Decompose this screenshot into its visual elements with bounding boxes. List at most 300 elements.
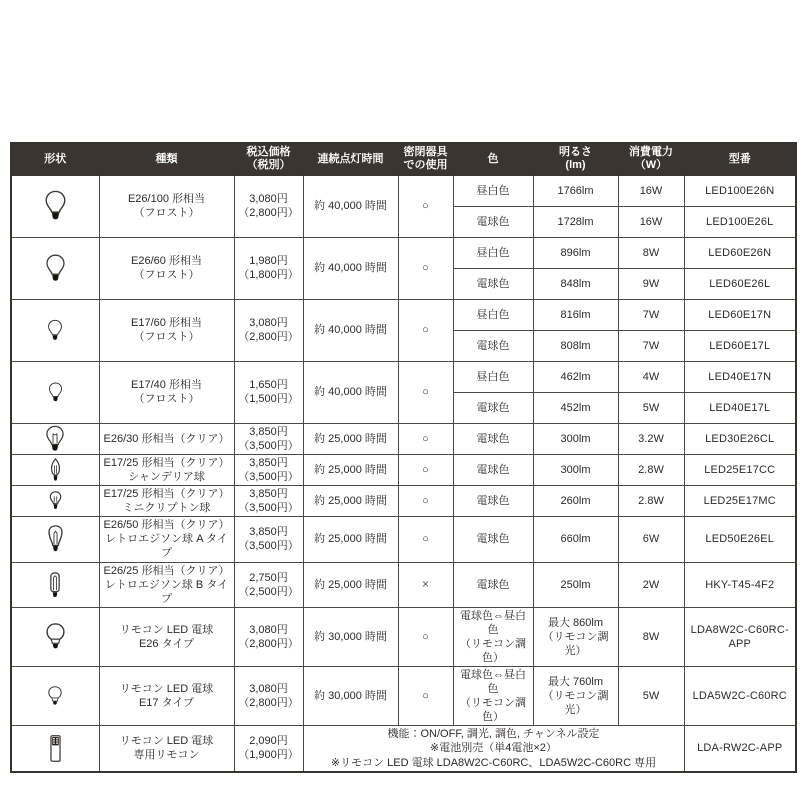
cell-line: 3,080円 — [249, 317, 288, 330]
header-cell-brightness — [533, 143, 618, 175]
power-cell — [618, 392, 684, 423]
cell-line: LED50E26EL — [705, 533, 775, 546]
cell-line: 8W — [642, 630, 660, 643]
cell-line: 約 30,000 時間 — [314, 690, 387, 703]
price-cell — [234, 517, 303, 562]
cell-line: 2W — [642, 578, 660, 591]
cell-line: 電球色 — [476, 495, 510, 508]
cell-line: 消費電力 — [629, 146, 673, 158]
table-row — [11, 361, 796, 392]
cell-line: LDA5W2C-C60RC — [692, 690, 787, 703]
hours-cell — [303, 486, 398, 517]
circle-mark: ○ — [422, 432, 429, 445]
power-cell — [618, 206, 684, 237]
model-cell — [684, 423, 796, 454]
shape-cell — [11, 423, 99, 454]
cell-line: LED25E17MC — [703, 495, 776, 508]
type-cell — [99, 423, 234, 454]
model-cell — [684, 392, 796, 423]
enclosed-cell — [398, 361, 453, 423]
table-row — [11, 454, 796, 485]
power-cell — [618, 423, 684, 454]
header-cell-shape — [11, 143, 99, 175]
table-row — [11, 667, 796, 726]
cell-line: E26/30 形相当（クリア） — [103, 432, 230, 445]
color-cell — [453, 607, 533, 666]
model-cell — [684, 562, 796, 607]
type-cell — [99, 667, 234, 726]
enclosed-cell — [398, 175, 453, 237]
header-cell-model — [684, 143, 796, 175]
table-row — [11, 423, 796, 454]
cell-line: LED60E17L — [709, 339, 771, 352]
model-cell — [684, 517, 796, 562]
cell-line: E26/100 形相当 — [127, 193, 206, 206]
header-cell-type — [99, 143, 234, 175]
cell-line: 電球色⇔昼白色 — [460, 609, 526, 636]
cell-line: 848lm — [560, 277, 591, 290]
table-row — [11, 562, 796, 607]
bulb-chandelier-icon — [50, 458, 61, 482]
cell-line: 1,980円 — [249, 255, 288, 268]
model-cell — [684, 237, 796, 268]
cell-line: 約 40,000 時間 — [314, 200, 387, 213]
bulb-edison-b-icon — [49, 572, 61, 598]
power-cell — [618, 268, 684, 299]
model-cell — [684, 330, 796, 361]
type-cell — [99, 175, 234, 237]
brightness-cell — [533, 392, 618, 423]
shape-cell — [11, 517, 99, 562]
table-row — [11, 175, 796, 206]
hours-cell — [303, 607, 398, 666]
model-cell — [684, 361, 796, 392]
cell-line: （フロスト） — [133, 269, 200, 282]
cell-line: （リモコン調色） — [460, 637, 526, 664]
cell-line: （2,800円） — [238, 637, 299, 650]
cell-line: 2,750円 — [249, 571, 288, 584]
cell-line: 明るさ — [559, 146, 592, 158]
cell-line: 約 25,000 時間 — [314, 464, 387, 476]
header-row — [11, 143, 796, 175]
cell-line: 9W — [642, 277, 660, 290]
cell-line: 種類 — [155, 152, 178, 165]
price-cell — [234, 726, 303, 772]
cell-line: LDA8W2C-C60RC-APP — [690, 623, 789, 650]
cell-line: E26/60 形相当 — [131, 255, 202, 268]
power-cell — [618, 667, 684, 726]
type-cell — [99, 299, 234, 361]
cell-line: 3,080円 — [249, 193, 288, 206]
color-cell — [453, 517, 533, 562]
cell-line: 約 40,000 時間 — [314, 262, 387, 275]
cell-line: 電球色 — [476, 464, 510, 476]
cell-line: （リモコン調光） — [542, 630, 609, 657]
color-cell — [453, 268, 533, 299]
model-cell — [684, 667, 796, 726]
circle-mark: ○ — [422, 464, 429, 476]
cell-line: 色 — [487, 152, 499, 165]
model-cell — [684, 206, 796, 237]
cell-line: 3,850円 — [249, 526, 288, 539]
cell-line: リモコン LED 電球 — [119, 683, 214, 696]
cell-line: 電球色 — [476, 401, 510, 414]
cell-line: 昼白色 — [476, 370, 510, 383]
power-cell — [618, 361, 684, 392]
cell-line: 2,090円 — [249, 735, 288, 748]
shape-cell — [11, 299, 99, 361]
color-cell — [453, 423, 533, 454]
cell-line: LED40E17L — [709, 401, 771, 414]
price-cell — [234, 237, 303, 299]
header-cell-power — [618, 143, 684, 175]
type-cell — [99, 607, 234, 666]
hours-cell — [303, 237, 398, 299]
shape-cell — [11, 361, 99, 423]
cell-line: （3,500円） — [238, 502, 299, 515]
cell-line: 816lm — [560, 308, 591, 321]
cell-line: 型番 — [728, 152, 751, 165]
shape-cell — [11, 726, 99, 772]
cell-line: 1766lm — [557, 184, 594, 197]
table-body — [11, 175, 796, 771]
bulb-frost-xsmall-icon — [48, 382, 63, 403]
cell-line: LDA-RW2C-APP — [697, 742, 783, 755]
color-cell — [453, 562, 533, 607]
color-cell — [453, 361, 533, 392]
cell-line: LED60E26L — [709, 277, 771, 290]
brightness-cell — [533, 454, 618, 485]
shape-cell — [11, 175, 99, 237]
brightness-cell — [533, 517, 618, 562]
cell-line: （フロスト） — [133, 207, 200, 220]
cell-line: E17/25 形相当（クリア） — [103, 488, 230, 501]
cell-line: （3,500円） — [238, 471, 299, 484]
type-cell — [99, 454, 234, 485]
enclosed-cell — [398, 667, 453, 726]
cell-line: 16W — [639, 215, 663, 228]
cell-line: E17/40 形相当 — [131, 379, 202, 392]
cross-mark: × — [421, 576, 429, 591]
bulb-edison-a-icon — [47, 525, 64, 553]
header-cell-color — [453, 143, 533, 175]
bulb-led-e17-icon — [48, 686, 62, 706]
brightness-cell — [533, 299, 618, 330]
brightness-cell — [533, 667, 618, 726]
cell-line: 3,850円 — [249, 488, 288, 501]
color-cell — [453, 330, 533, 361]
cell-line: 660lm — [560, 533, 591, 546]
bulb-frost-large-icon — [44, 190, 67, 222]
cell-line: 約 25,000 時間 — [314, 578, 387, 591]
cell-line: 250lm — [560, 578, 591, 591]
enclosed-cell — [398, 423, 453, 454]
brightness-cell — [533, 423, 618, 454]
power-cell — [618, 330, 684, 361]
cell-line: 機能：ON/OFF, 調光, 調色, チャンネル設定 — [387, 728, 600, 741]
color-cell — [453, 299, 533, 330]
cell-line: E17/60 形相当 — [131, 317, 202, 330]
color-cell — [453, 237, 533, 268]
power-cell — [618, 175, 684, 206]
table-row — [11, 607, 796, 666]
cell-line: (lm) — [565, 159, 586, 172]
cell-line: 専用リモコン — [133, 749, 200, 762]
cell-line: 5W — [642, 401, 660, 414]
cell-line: 2.8W — [638, 464, 664, 476]
shape-cell — [11, 237, 99, 299]
cell-line: （2,800円） — [238, 697, 299, 710]
shape-cell — [11, 607, 99, 666]
remote-control-icon — [50, 735, 61, 762]
cell-line: 7W — [642, 339, 660, 352]
cell-line: ミニクリプトン球 — [122, 502, 211, 515]
cell-line: 260lm — [560, 495, 591, 508]
table-row — [11, 517, 796, 562]
price-cell — [234, 486, 303, 517]
cell-line: 3,850円 — [249, 425, 288, 438]
cell-line: 電球色 — [476, 215, 510, 228]
type-cell — [99, 237, 234, 299]
cell-line: 税込価格 — [246, 146, 291, 158]
power-cell — [618, 299, 684, 330]
color-cell — [453, 206, 533, 237]
cell-line: LED30E26CL — [705, 432, 775, 445]
cell-line: 電球色 — [476, 578, 510, 591]
brightness-cell — [533, 237, 618, 268]
color-cell — [453, 175, 533, 206]
cell-line: 密閉器具 — [403, 146, 448, 158]
brightness-cell — [533, 268, 618, 299]
spec-table — [10, 142, 797, 773]
power-cell — [618, 237, 684, 268]
brightness-cell — [533, 330, 618, 361]
brightness-cell — [533, 206, 618, 237]
model-cell — [684, 726, 796, 772]
brightness-cell — [533, 562, 618, 607]
model-cell — [684, 299, 796, 330]
enclosed-cell — [398, 517, 453, 562]
hours-cell — [303, 667, 398, 726]
price-cell — [234, 667, 303, 726]
cell-line: （リモコン調色） — [460, 697, 526, 724]
cell-line: （1,900円） — [238, 749, 299, 762]
cell-line: LED60E26N — [708, 246, 772, 259]
table-row — [11, 486, 796, 517]
type-cell — [99, 517, 234, 562]
cell-line: 電球色 — [476, 339, 510, 352]
cell-line: 電球色 — [476, 432, 510, 445]
cell-line: E26 タイプ — [138, 637, 195, 650]
cell-line: 電球色⇔昼白色 — [460, 669, 526, 696]
circle-mark: ○ — [422, 630, 429, 643]
hours-cell — [303, 562, 398, 607]
price-cell — [234, 423, 303, 454]
cell-line: E26/50 形相当（クリア） — [103, 519, 230, 532]
cell-line: LED60E17N — [708, 308, 772, 321]
power-cell — [618, 607, 684, 666]
brightness-cell — [533, 361, 618, 392]
power-cell — [618, 486, 684, 517]
cell-line: （リモコン調光） — [542, 690, 609, 717]
cell-line: 300lm — [560, 464, 591, 476]
price-cell — [234, 299, 303, 361]
cell-line: 3,080円 — [249, 623, 288, 636]
cell-line: LED100E26N — [705, 184, 775, 197]
cell-line: LED25E17CC — [704, 464, 776, 476]
cell-line: 最大 860lm — [547, 616, 604, 629]
cell-line: 約 25,000 時間 — [314, 432, 387, 445]
power-cell — [618, 454, 684, 485]
table-row — [11, 237, 796, 268]
cell-line: 昼白色 — [476, 184, 510, 197]
price-cell — [234, 361, 303, 423]
cell-line: 昼白色 — [476, 246, 510, 259]
cell-line: （フロスト） — [133, 331, 200, 344]
type-cell — [99, 726, 234, 772]
cell-line: LED100E26L — [706, 215, 774, 228]
hours-cell — [303, 299, 398, 361]
hours-cell — [303, 454, 398, 485]
cell-line: リモコン LED 電球 — [119, 623, 214, 636]
brightness-cell — [533, 607, 618, 666]
cell-line: （フロスト） — [133, 393, 200, 406]
cell-line: （W） — [634, 159, 668, 172]
cell-line: 形状 — [44, 152, 67, 165]
cell-line: 300lm — [560, 432, 591, 445]
bulb-frost-small-icon — [47, 319, 63, 342]
table-row — [11, 299, 796, 330]
power-cell — [618, 517, 684, 562]
hours-cell — [303, 423, 398, 454]
cell-line: （1,800円） — [238, 269, 299, 282]
cell-line: 3,850円 — [249, 456, 288, 469]
cell-line: 最大 760lm — [547, 676, 604, 689]
enclosed-cell — [398, 607, 453, 666]
model-cell — [684, 607, 796, 666]
cell-line: 電球色 — [476, 277, 510, 290]
price-cell — [234, 607, 303, 666]
cell-line: 4W — [642, 370, 660, 383]
circle-mark: ○ — [422, 495, 429, 508]
cell-line: （3,500円） — [238, 439, 299, 452]
cell-line: 5W — [642, 690, 660, 703]
cell-line: での使用 — [403, 159, 448, 172]
cell-line: 電球色 — [476, 533, 510, 546]
model-cell — [684, 454, 796, 485]
enclosed-cell — [398, 237, 453, 299]
cell-line: （2,800円） — [238, 331, 299, 344]
cell-line: ※リモコン LED 電球 LDA8W2C-C60RC、LDA5W2C-C60RC 専用 — [330, 756, 657, 769]
enclosed-cell — [398, 299, 453, 361]
header-cell-price — [234, 143, 303, 175]
cell-line: 8W — [642, 246, 660, 259]
cell-line: 7W — [642, 308, 660, 321]
circle-mark: ○ — [422, 262, 429, 275]
cell-line: HKY-T45-4F2 — [705, 578, 775, 591]
cell-line: リモコン LED 電球 — [119, 735, 214, 748]
cell-line: 3,080円 — [249, 683, 288, 696]
cell-line: （2,500円） — [238, 585, 299, 598]
circle-mark: ○ — [422, 324, 429, 337]
cell-line: シャンデリア球 — [128, 471, 205, 484]
brightness-cell — [533, 486, 618, 517]
cell-line: （2,800円） — [238, 207, 299, 220]
cell-line: （3,500円） — [238, 540, 299, 553]
bulb-mini-krypton-icon — [49, 491, 62, 512]
circle-mark: ○ — [422, 200, 429, 213]
cell-line: 1,650円 — [249, 379, 288, 392]
enclosed-cell — [398, 486, 453, 517]
cell-line: 約 40,000 時間 — [314, 386, 387, 399]
cell-line: （税別） — [246, 159, 291, 172]
power-cell — [618, 562, 684, 607]
hours-cell — [303, 175, 398, 237]
circle-mark: ○ — [422, 690, 429, 703]
cell-line: 約 25,000 時間 — [314, 495, 387, 508]
cell-line: 808lm — [560, 339, 591, 352]
circle-mark: ○ — [422, 533, 429, 546]
hours-cell — [303, 517, 398, 562]
cell-line: 約 40,000 時間 — [314, 324, 387, 337]
cell-line: E26/25 形相当（クリア） — [103, 564, 230, 577]
cell-line: E17 タイプ — [138, 697, 195, 710]
cell-line: E17/25 形相当（クリア） — [103, 456, 230, 469]
cell-line: 約 30,000 時間 — [314, 630, 387, 643]
color-cell — [453, 392, 533, 423]
cell-line: 2.8W — [638, 495, 664, 508]
model-cell — [684, 486, 796, 517]
color-cell — [453, 667, 533, 726]
bulb-led-e26-icon — [46, 623, 65, 650]
color-cell — [453, 454, 533, 485]
hours-cell — [303, 361, 398, 423]
type-cell — [99, 562, 234, 607]
model-cell — [684, 175, 796, 206]
cell-line: 昼白色 — [476, 308, 510, 321]
shape-cell — [11, 562, 99, 607]
color-cell — [453, 486, 533, 517]
brightness-cell — [533, 175, 618, 206]
cell-line: 6W — [642, 533, 660, 546]
cell-line: 3.2W — [638, 432, 664, 445]
cell-line: ※電池別売（単4電池×2） — [430, 742, 557, 755]
price-cell — [234, 562, 303, 607]
table-row — [11, 726, 796, 772]
bulb-clear-filament-icon — [45, 425, 65, 453]
enclosed-cell — [398, 562, 453, 607]
price-cell — [234, 175, 303, 237]
circle-mark: ○ — [422, 386, 429, 399]
model-cell — [684, 268, 796, 299]
price-cell — [234, 454, 303, 485]
header-cell-hours — [303, 143, 398, 175]
table-header — [11, 143, 796, 175]
cell-line: 452lm — [560, 401, 591, 414]
cell-line: 1728lm — [557, 215, 594, 228]
shape-cell — [11, 454, 99, 485]
shape-cell — [11, 667, 99, 726]
shape-cell — [11, 486, 99, 517]
cell-line: 約 25,000 時間 — [314, 533, 387, 546]
cell-line: 896lm — [560, 246, 591, 259]
cell-line: 16W — [639, 184, 663, 197]
cell-line: （1,500円） — [238, 393, 299, 406]
cell-line: レトロエジソン球 A タイプ — [105, 533, 228, 560]
note-cell — [303, 726, 684, 772]
cell-line: LED40E17N — [708, 370, 772, 383]
type-cell — [99, 361, 234, 423]
